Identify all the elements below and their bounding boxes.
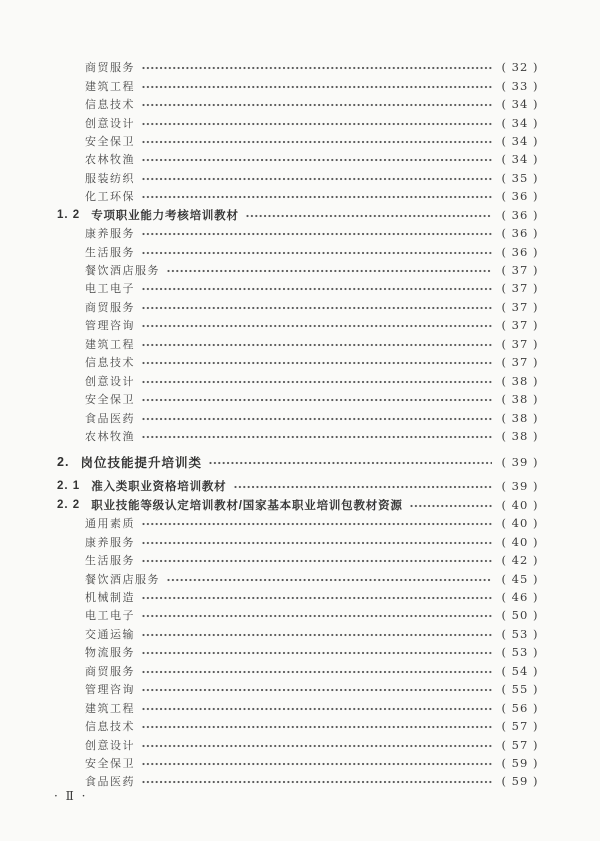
toc-entry-number: 2.	[57, 455, 70, 470]
toc-entry-label: 商贸服务	[85, 61, 135, 75]
toc-entry	[85, 735, 543, 753]
toc-entry-label: 岗位技能提升培训类	[80, 456, 202, 471]
toc-entry-page: ( 45 )	[501, 571, 539, 586]
toc-entry-page: ( 38 )	[501, 392, 539, 407]
toc-entry-page: ( 38 )	[501, 373, 539, 388]
toc-entry	[85, 569, 543, 587]
toc-entry-page: ( 37 )	[501, 336, 539, 351]
page-number-footer: · Ⅱ ·	[54, 789, 88, 803]
toc-entry	[85, 298, 543, 316]
dotted-leader	[142, 596, 492, 600]
toc-entry-page: ( 37 )	[501, 299, 539, 314]
toc-entry-page: ( 36 )	[501, 244, 539, 259]
toc-entry-label: 信息技术	[85, 98, 135, 112]
toc-entry-label: 创意设计	[85, 738, 135, 752]
toc-section-heading	[57, 496, 543, 514]
toc-entry-label: 安全保卫	[85, 134, 135, 148]
toc-list	[57, 58, 543, 791]
toc-entry	[85, 371, 543, 389]
toc-entry	[85, 662, 543, 680]
toc-entry-page: ( 38 )	[501, 428, 539, 443]
toc-entry-label: 电工电子	[85, 609, 135, 623]
dotted-leader	[209, 461, 492, 465]
toc-entry	[85, 224, 543, 242]
toc-entry-page: ( 34 )	[501, 115, 539, 130]
dotted-leader	[142, 287, 492, 291]
toc-entry	[85, 680, 543, 698]
toc-entry	[85, 187, 543, 205]
dotted-leader	[246, 214, 492, 218]
toc-entry-page: ( 40 )	[501, 497, 539, 512]
toc-entry-label: 建筑工程	[85, 701, 135, 715]
toc-entry	[85, 588, 543, 606]
toc-entry-label: 创意设计	[85, 116, 135, 130]
dotted-leader	[142, 158, 492, 162]
toc-entry-page: ( 38 )	[501, 410, 539, 425]
toc-entry-page: ( 34 )	[501, 133, 539, 148]
toc-entry-label: 食品医药	[85, 775, 135, 789]
toc-entry	[85, 533, 543, 551]
toc-entry-label: 交通运输	[85, 627, 135, 641]
toc-entry	[85, 132, 543, 150]
toc-entry-label: 物流服务	[85, 646, 135, 660]
toc-entry-page: ( 42 )	[501, 553, 539, 568]
toc-entry-page: ( 36 )	[501, 207, 539, 222]
dotted-leader	[142, 195, 492, 199]
toc-entry-page: ( 39 )	[501, 455, 539, 470]
dotted-leader	[167, 578, 492, 582]
toc-entry-number: 2. 2	[57, 498, 81, 511]
toc-entry-label: 创意设计	[85, 374, 135, 388]
toc-entry	[85, 279, 543, 297]
toc-section-heading	[57, 477, 543, 495]
toc-entry	[85, 169, 543, 187]
toc-entry	[85, 316, 543, 334]
toc-entry-label: 建筑工程	[85, 79, 135, 93]
toc-entry-page: ( 33 )	[501, 78, 539, 93]
dotted-leader	[142, 103, 492, 107]
dotted-leader	[142, 435, 492, 439]
toc-entry	[85, 353, 543, 371]
dotted-leader	[142, 343, 492, 347]
toc-entry-label: 化工环保	[85, 190, 135, 204]
dotted-leader	[142, 559, 492, 563]
toc-entry-label: 准入类职业资格培训教材	[91, 481, 227, 494]
toc-entry-page: ( 40 )	[501, 534, 539, 549]
toc-entry-label: 餐饮酒店服务	[85, 264, 160, 278]
toc-entry-label: 商贸服务	[85, 664, 135, 678]
dotted-leader	[142, 306, 492, 310]
toc-entry	[85, 754, 543, 772]
toc-entry-label: 电工电子	[85, 282, 135, 296]
toc-entry-page: ( 55 )	[501, 682, 539, 697]
toc-entry	[85, 606, 543, 624]
toc-entry	[85, 427, 543, 445]
dotted-leader	[142, 725, 492, 729]
dotted-leader	[142, 614, 492, 618]
toc-entry	[85, 95, 543, 113]
toc-entry-page: ( 40 )	[501, 516, 539, 531]
dotted-leader	[142, 380, 492, 384]
toc-entry-label: 农林牧渔	[85, 429, 135, 443]
dotted-leader	[142, 398, 492, 402]
toc-entry-label: 安全保卫	[85, 756, 135, 770]
dotted-leader	[142, 251, 492, 255]
toc-entry-page: ( 34 )	[501, 97, 539, 112]
toc-entry-label: 职业技能等级认定培训教材/国家基本职业培训包教材资源	[91, 499, 403, 512]
toc-entry	[85, 772, 543, 790]
toc-entry-label: 服装纺织	[85, 171, 135, 185]
toc-entry-label: 专项职业能力考核培训教材	[91, 209, 239, 222]
toc-entry-number: 1. 2	[57, 208, 81, 221]
toc-entry-page: ( 56 )	[501, 700, 539, 715]
dotted-leader	[234, 485, 493, 489]
dotted-leader	[142, 66, 492, 70]
dotted-leader	[142, 762, 492, 766]
toc-entry	[85, 643, 543, 661]
toc-entry-label: 农林牧渔	[85, 153, 135, 167]
toc-entry-label: 生活服务	[85, 245, 135, 259]
toc-entry-label: 信息技术	[85, 356, 135, 370]
toc-entry-label: 食品医药	[85, 411, 135, 425]
toc-entry-label: 管理咨询	[85, 683, 135, 697]
toc-entry-label: 安全保卫	[85, 393, 135, 407]
toc-entry-label: 生活服务	[85, 554, 135, 568]
toc-entry	[85, 698, 543, 716]
toc-entry-label: 康养服务	[85, 535, 135, 549]
dotted-leader	[167, 269, 492, 273]
toc-entry-label: 建筑工程	[85, 337, 135, 351]
toc-entry-page: ( 57 )	[501, 737, 539, 752]
toc-entry	[85, 514, 543, 532]
dotted-leader	[410, 504, 492, 508]
dotted-leader	[142, 633, 492, 637]
toc-entry-page: ( 59 )	[501, 755, 539, 770]
toc-entry-number: 2. 1	[57, 480, 81, 493]
toc-entry-label: 商贸服务	[85, 300, 135, 314]
dotted-leader	[142, 780, 492, 784]
toc-entry-page: ( 53 )	[501, 626, 539, 641]
dotted-leader	[142, 140, 492, 144]
toc-entry	[85, 717, 543, 735]
toc-entry-page: ( 36 )	[501, 226, 539, 241]
toc-entry-label: 管理咨询	[85, 319, 135, 333]
dotted-leader	[142, 232, 492, 236]
toc-entry-page: ( 37 )	[501, 263, 539, 278]
toc-entry-page: ( 37 )	[501, 281, 539, 296]
toc-entry	[85, 335, 543, 353]
toc-entry	[85, 408, 543, 426]
toc-entry-page: ( 54 )	[501, 663, 539, 678]
dotted-leader	[142, 651, 492, 655]
toc-entry-page: ( 37 )	[501, 318, 539, 333]
toc-entry-page: ( 34 )	[501, 152, 539, 167]
toc-entry-label: 餐饮酒店服务	[85, 572, 160, 586]
toc-entry-page: ( 35 )	[501, 170, 539, 185]
toc-entry-label: 康养服务	[85, 227, 135, 241]
toc-section-heading	[57, 206, 543, 224]
toc-entry-page: ( 39 )	[501, 479, 539, 494]
dotted-leader	[142, 85, 492, 89]
dotted-leader	[142, 707, 492, 711]
toc-entry	[85, 390, 543, 408]
dotted-leader	[142, 122, 492, 126]
dotted-leader	[142, 688, 492, 692]
dotted-leader	[142, 177, 492, 181]
dotted-leader	[142, 744, 492, 748]
toc-entry	[85, 551, 543, 569]
toc-entry	[85, 625, 543, 643]
dotted-leader	[142, 324, 492, 328]
toc-section-heading	[57, 452, 543, 472]
toc-entry	[85, 58, 543, 76]
toc-entry-page: ( 50 )	[501, 608, 539, 623]
toc-entry	[85, 150, 543, 168]
toc-entry-page: ( 59 )	[501, 774, 539, 789]
dotted-leader	[142, 417, 492, 421]
toc-entry-page: ( 53 )	[501, 645, 539, 660]
toc-entry	[85, 261, 543, 279]
toc-entry-label: 信息技术	[85, 720, 135, 734]
toc-entry-page: ( 32 )	[501, 60, 539, 75]
toc-entry-label: 通用素质	[85, 517, 135, 531]
dotted-leader	[142, 670, 492, 674]
dotted-leader	[142, 541, 492, 545]
toc-entry-page: ( 57 )	[501, 719, 539, 734]
dotted-leader	[142, 522, 492, 526]
toc-entry	[85, 76, 543, 94]
toc-entry-page: ( 37 )	[501, 355, 539, 370]
toc-entry	[85, 242, 543, 260]
toc-entry-label: 机械制造	[85, 591, 135, 605]
toc-entry	[85, 113, 543, 131]
toc-entry-page: ( 46 )	[501, 590, 539, 605]
dotted-leader	[142, 361, 492, 365]
toc-entry-page: ( 36 )	[501, 189, 539, 204]
